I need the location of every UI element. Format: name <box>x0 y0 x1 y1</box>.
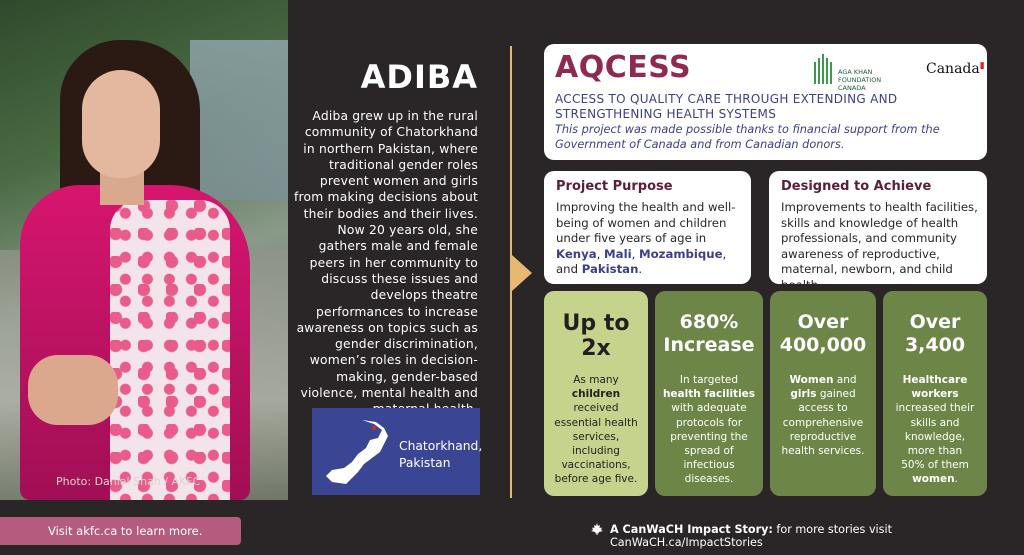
stat-text: As many <box>573 374 619 386</box>
stat-card-women-girls <box>770 291 876 496</box>
stat-bold: health facilities <box>662 388 756 401</box>
country-kenya: Kenya <box>556 246 597 261</box>
location-map <box>312 408 483 495</box>
visit-akfc-link[interactable] <box>0 517 241 545</box>
stat-card-healthcare-workers <box>883 291 987 496</box>
impact-story-bold: A CanWaCH Impact Story: <box>610 523 773 536</box>
purpose-text: Improving the health and well-being of women and children under five years of age in <box>556 200 736 245</box>
stat-headline-line-1: Over <box>797 311 849 333</box>
stat-headline-line-2: 2x <box>581 336 611 361</box>
stat-bold: children <box>571 388 621 401</box>
stat-description <box>550 373 642 487</box>
canada-text: Canada <box>926 61 980 77</box>
stat-bold: girls <box>790 388 817 401</box>
designed-title: Designed to Achieve <box>781 179 932 194</box>
project-purpose-title: Project Purpose <box>556 179 673 194</box>
stat-headline-line-2: 3,400 <box>904 334 966 356</box>
photo-hands <box>28 355 118 425</box>
pakistan-map-icon <box>322 416 394 488</box>
akf-line-1: AGA KHAN FOUNDATION <box>838 68 882 84</box>
maple-leaf-icon <box>590 522 604 536</box>
profile-story: Adiba grew up in the rural community of Chatorkhand in northern Pakistan, where traditional gender roles prevent women and girls from making decisions about their bodies and their lives. Now 20 years old, she gathers male and female peers in her community to discuss these issues and develops theatre performances to increase awareness on topics such as gender discrimination, women’s roles in decision-making, gender-based violence, mental health and <box>294 109 478 401</box>
stat-headline-line-2: Increase <box>663 334 755 356</box>
impact-story-link[interactable]: for more stories visit CanWaCH.ca/ImpactStories <box>610 523 892 549</box>
stat-headline <box>544 311 648 361</box>
designed-to-achieve-card <box>769 171 987 292</box>
designed-body: Improvements to health facilities, skills and knowledge of health professionals, and community awareness of reproductive, maternal, newborn, and child health. <box>781 200 978 292</box>
stat-text: and <box>833 374 857 386</box>
location-line-2: Pakistan <box>399 456 451 470</box>
stat-description <box>895 373 975 487</box>
stat-text: . <box>954 473 958 486</box>
stat-card-children <box>544 291 648 496</box>
stat-headline <box>770 311 876 357</box>
canada-wordmark <box>926 61 985 77</box>
photo-face <box>82 70 160 178</box>
stat-text: increased their skills and knowledge, more than 50% of them <box>895 402 975 472</box>
stat-headline-line-1: Up to <box>562 311 630 336</box>
visit-akfc-label: Visit akfc.ca to learn more. <box>48 524 203 538</box>
purpose-sep: , <box>596 246 605 261</box>
akf-text <box>838 68 902 92</box>
stat-headline-line-1: Over <box>909 311 961 333</box>
stat-text: with adequate protocols for preventing the spread of infectious diseases. <box>670 402 748 486</box>
stat-card-health-facilities <box>655 291 763 496</box>
profile-name: ADIBA <box>360 58 478 96</box>
canada-flag-icon: ▮ <box>979 61 985 71</box>
project-subtitle: ACCESS TO QUALITY CARE THROUGH EXTENDING AND STRENGTHENING HEALTH SYSTEMS <box>555 92 898 121</box>
purpose-sep: , and <box>556 246 727 276</box>
project-funding-note: This project was made possible thanks to financial support from the Government of Canada and from Canadian donors. <box>555 123 940 151</box>
stat-headline-line-2: 400,000 <box>779 334 867 356</box>
purpose-end: . <box>638 262 643 276</box>
location-line-1: Chatorkhand, <box>399 439 483 453</box>
location-label <box>399 438 482 472</box>
stat-headline <box>655 311 763 357</box>
project-header-card <box>544 44 987 160</box>
project-name: AQCESS <box>555 50 692 85</box>
country-mozambique: Mozambique <box>639 246 723 261</box>
portrait-photo <box>0 0 288 500</box>
stat-text: gained access to comprehensive reproductive health services. <box>781 388 865 458</box>
photo-credit: Photo: Danial Shah / AKFC <box>56 475 201 488</box>
stat-description <box>776 373 870 458</box>
photo-background-building <box>190 40 288 200</box>
project-purpose-body <box>556 200 741 278</box>
project-purpose-card <box>544 171 751 284</box>
purpose-sep: , <box>631 246 640 261</box>
stat-bold: Healthcare workers <box>902 374 968 401</box>
stat-description <box>661 373 757 487</box>
location-marker-icon <box>372 426 376 430</box>
photo-dress <box>110 200 230 500</box>
stat-text: In targeted <box>679 374 739 386</box>
stat-headline-line-1: 680% <box>679 311 739 333</box>
stat-bold: Women <box>789 374 834 386</box>
impact-story-footer <box>610 523 1024 549</box>
country-pakistan: Pakistan <box>581 262 639 276</box>
divider-arrow-icon <box>512 255 532 291</box>
stat-bold: women <box>912 473 955 486</box>
stat-text: received essential health services, including vaccinations, before age five. <box>554 402 638 486</box>
akf-emblem-icon <box>812 52 834 86</box>
akf-line-2: CANADA <box>838 84 866 92</box>
stat-headline <box>883 311 987 357</box>
akf-logo <box>812 52 902 92</box>
country-mali: Mali <box>604 246 632 261</box>
